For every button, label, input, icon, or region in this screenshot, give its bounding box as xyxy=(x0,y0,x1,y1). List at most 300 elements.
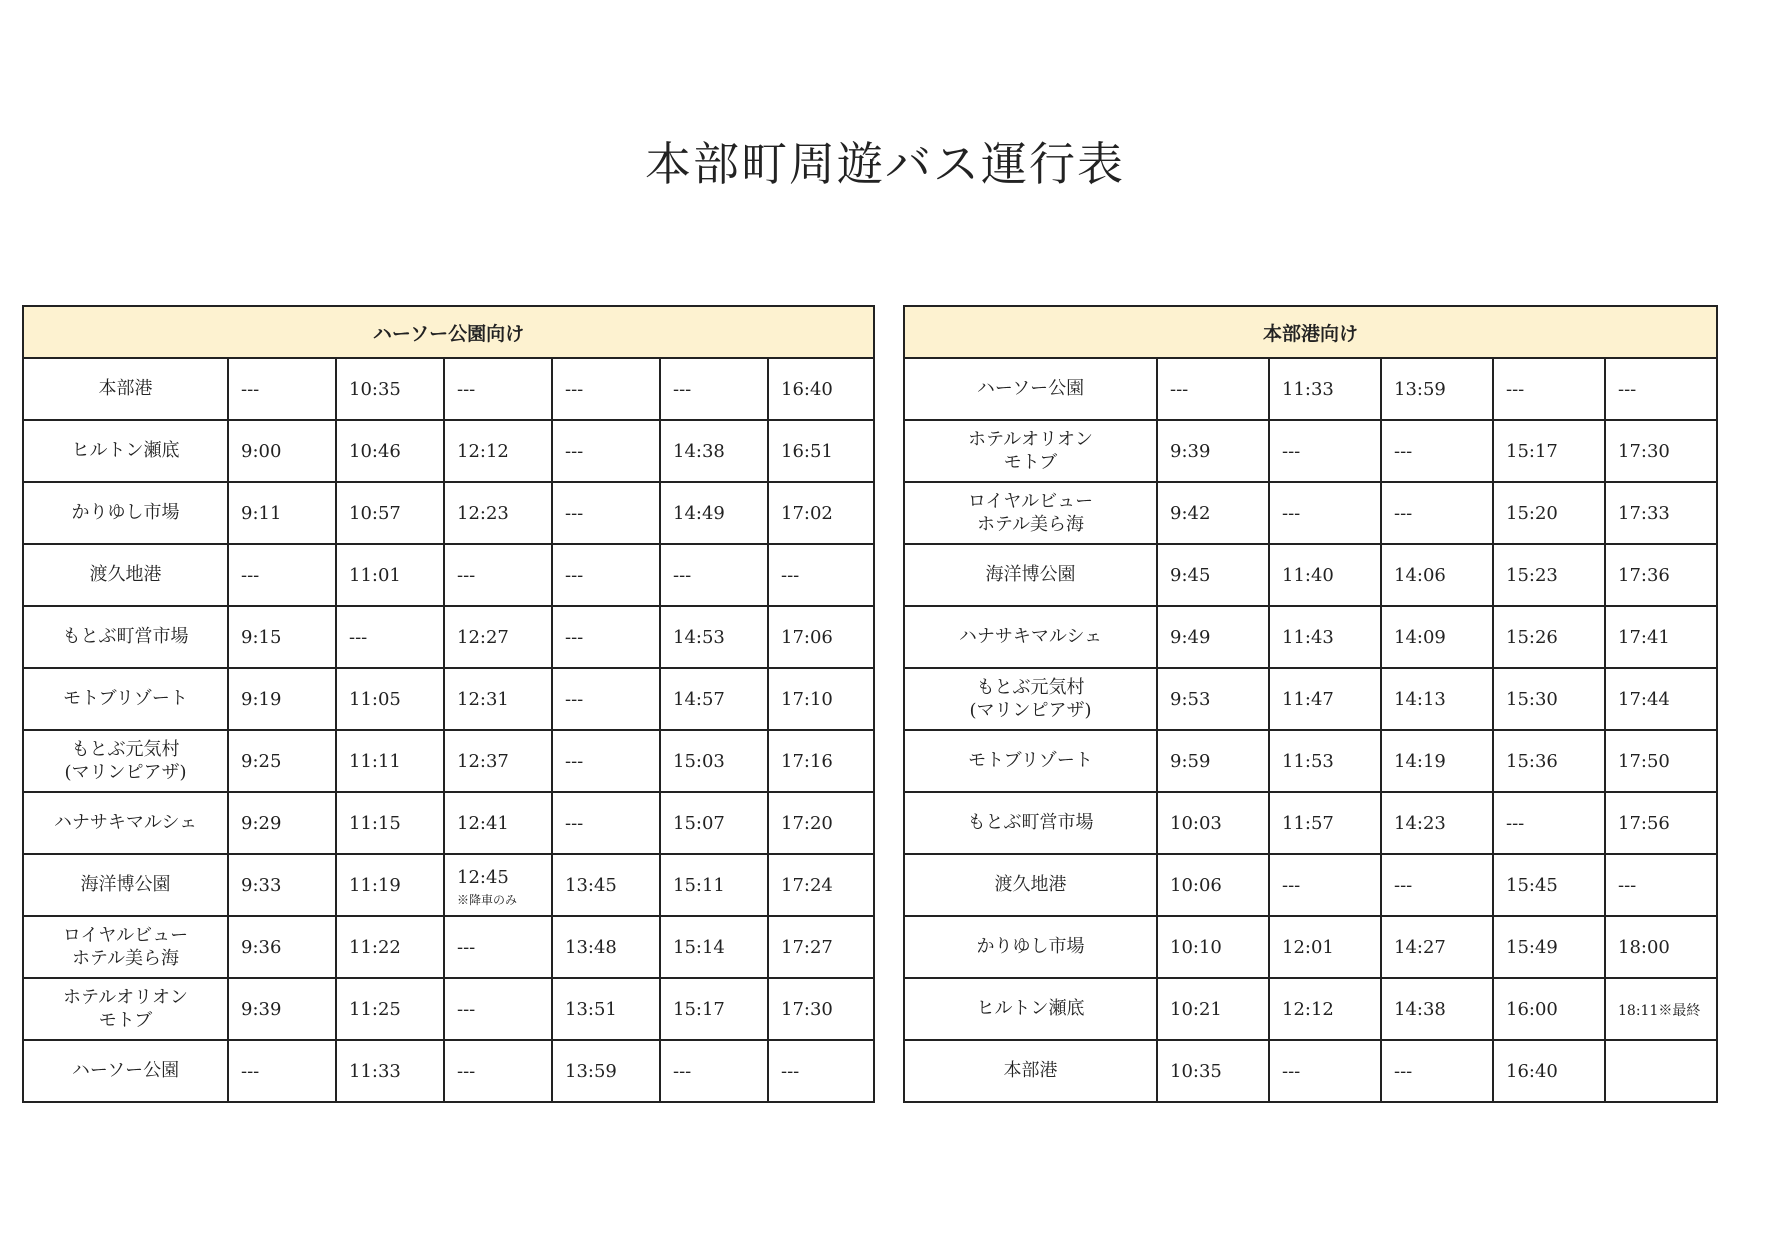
departure-time-cell xyxy=(768,730,874,792)
table-row xyxy=(23,606,874,668)
departure-time: 15:11 xyxy=(673,874,725,896)
departure-time: 12:27 xyxy=(457,626,509,648)
stop-name-cell xyxy=(904,854,1157,916)
departure-time-cell xyxy=(1605,544,1717,606)
departure-time: 16:40 xyxy=(781,378,833,400)
departure-time-cell xyxy=(228,792,336,854)
stop-name-line: モトブリゾート xyxy=(63,688,188,710)
departure-time-cell xyxy=(552,1040,660,1102)
departure-time: --- xyxy=(1282,874,1301,896)
departure-time-cell xyxy=(660,358,768,420)
departure-time-cell xyxy=(1269,358,1381,420)
departure-time-cell xyxy=(1157,916,1269,978)
table-row xyxy=(23,420,874,482)
stop-name-cell xyxy=(23,482,228,544)
stop-name-cell xyxy=(904,730,1157,792)
departure-time: --- xyxy=(1394,1060,1413,1082)
departure-time-cell xyxy=(1381,854,1493,916)
departure-time-cell xyxy=(660,668,768,730)
departure-time: 11:15 xyxy=(349,812,401,834)
table-row xyxy=(904,730,1717,792)
departure-time-cell xyxy=(1157,482,1269,544)
departure-time-cell xyxy=(1381,730,1493,792)
stop-name-line: ハナサキマルシェ xyxy=(958,626,1103,648)
departure-time-cell xyxy=(228,916,336,978)
table-row xyxy=(904,544,1717,606)
stop-name-cell xyxy=(23,730,228,792)
departure-time: 14:49 xyxy=(673,502,725,524)
departure-time: 12:12 xyxy=(1282,998,1334,1020)
drop-off-only-note: ※降車のみ xyxy=(457,893,518,907)
stop-name-line: ハーソー公園 xyxy=(71,1060,180,1082)
departure-time: --- xyxy=(1394,440,1413,462)
stop-name-line: ハーソー公園 xyxy=(976,378,1085,400)
stop-name-line: ヒルトン瀬底 xyxy=(976,998,1085,1020)
departure-time: 10:35 xyxy=(1170,1060,1222,1082)
departure-time-cell xyxy=(1157,420,1269,482)
departure-time-cell xyxy=(1493,606,1605,668)
departure-time-cell xyxy=(336,792,444,854)
departure-time: 11:40 xyxy=(1282,564,1334,586)
departure-time: 11:43 xyxy=(1282,626,1334,648)
stop-name-line: ロイヤルビュー xyxy=(62,924,189,946)
stop-name-line: 本部港 xyxy=(1003,1060,1058,1082)
stop-name-line: もとぶ元気村 xyxy=(976,676,1085,698)
departure-time-cell xyxy=(228,1040,336,1102)
departure-time-cell xyxy=(336,978,444,1040)
departure-time: 17:44 xyxy=(1618,688,1670,710)
departure-time-cell xyxy=(228,482,336,544)
departure-time-cell xyxy=(228,854,336,916)
departure-time: 16:40 xyxy=(1506,1060,1558,1082)
departure-time: 16:51 xyxy=(781,440,833,462)
departure-time: 9:45 xyxy=(1170,564,1211,586)
departure-time: 14:19 xyxy=(1394,750,1446,772)
departure-time: --- xyxy=(565,440,584,462)
table-row xyxy=(904,482,1717,544)
departure-time-cell xyxy=(1157,544,1269,606)
departure-time: 15:17 xyxy=(673,998,725,1020)
table-row xyxy=(904,420,1717,482)
departure-time: 11:11 xyxy=(349,750,401,772)
departure-time: 17:02 xyxy=(781,502,833,524)
stop-name-cell xyxy=(23,668,228,730)
departure-time: 9:29 xyxy=(241,812,282,834)
departure-time: 15:20 xyxy=(1506,502,1558,524)
departure-time: 15:14 xyxy=(673,936,725,958)
departure-time: --- xyxy=(565,750,584,772)
table-row xyxy=(23,916,874,978)
table-row xyxy=(23,1040,874,1102)
departure-time: --- xyxy=(565,502,584,524)
departure-time-cell xyxy=(1605,358,1717,420)
table-row xyxy=(23,978,874,1040)
departure-time-cell xyxy=(228,606,336,668)
departure-time-cell xyxy=(336,730,444,792)
table-row xyxy=(23,668,874,730)
departure-time: 18:00 xyxy=(1618,936,1670,958)
departure-time: 17:50 xyxy=(1618,750,1670,772)
departure-time: 13:59 xyxy=(1394,378,1446,400)
departure-time: 14:06 xyxy=(1394,564,1446,586)
departure-time: --- xyxy=(1618,378,1637,400)
departure-time-cell xyxy=(1269,606,1381,668)
stop-name-cell xyxy=(904,420,1157,482)
departure-time-cell xyxy=(1157,668,1269,730)
departure-time: 17:30 xyxy=(1618,440,1670,462)
departure-time-cell xyxy=(660,916,768,978)
departure-time-cell xyxy=(1493,916,1605,978)
departure-time: 12:41 xyxy=(457,812,509,834)
departure-time: --- xyxy=(673,564,692,586)
departure-time: 13:59 xyxy=(565,1060,617,1082)
stop-name-line: モトブ xyxy=(98,1010,153,1031)
departure-time-cell xyxy=(444,668,552,730)
stop-name-line: 海洋博公園 xyxy=(80,874,171,896)
departure-time-cell xyxy=(444,1040,552,1102)
stop-name-cell xyxy=(23,420,228,482)
departure-time-cell xyxy=(1493,544,1605,606)
departure-time-cell xyxy=(444,606,552,668)
table-row xyxy=(23,358,874,420)
stop-name-line: (マリンピアザ) xyxy=(969,700,1092,721)
departure-time: 9:00 xyxy=(241,440,282,462)
departure-time-cell xyxy=(1269,544,1381,606)
departure-time-cell xyxy=(1381,1040,1493,1102)
departure-time-cell xyxy=(552,606,660,668)
stop-name-line: 本部港 xyxy=(98,378,153,400)
departure-time: 17:30 xyxy=(781,998,833,1020)
departure-time-cell xyxy=(228,730,336,792)
departure-time-cell xyxy=(660,792,768,854)
stop-name-line: ホテルオリオン xyxy=(63,986,188,1008)
departure-time: 18:11※最終 xyxy=(1618,1002,1701,1019)
departure-time: --- xyxy=(457,936,476,958)
departure-time-cell xyxy=(1157,978,1269,1040)
departure-time: --- xyxy=(565,626,584,648)
departure-time-cell xyxy=(1381,916,1493,978)
departure-time-cell xyxy=(1381,358,1493,420)
stop-name-line: もとぶ町営市場 xyxy=(967,812,1094,834)
departure-time-cell xyxy=(768,420,874,482)
departure-time-cell xyxy=(1381,482,1493,544)
stop-name-cell xyxy=(904,916,1157,978)
departure-time-cell xyxy=(228,420,336,482)
departure-time-cell xyxy=(336,420,444,482)
departure-time-cell xyxy=(444,854,552,916)
departure-time-cell xyxy=(660,1040,768,1102)
table-row xyxy=(23,482,874,544)
departure-time-cell xyxy=(1269,978,1381,1040)
stop-name-cell xyxy=(904,544,1157,606)
stop-name-line: ホテル美ら海 xyxy=(71,948,180,969)
departure-time-cell xyxy=(1605,420,1717,482)
departure-time: --- xyxy=(241,378,260,400)
stop-name-line: ヒルトン瀬底 xyxy=(71,440,180,462)
stop-name-line: ハナサキマルシェ xyxy=(53,812,198,834)
departure-time-cell xyxy=(768,482,874,544)
stop-name-cell xyxy=(23,544,228,606)
stop-name-cell xyxy=(904,482,1157,544)
departure-time-cell xyxy=(1605,792,1717,854)
departure-time: --- xyxy=(1282,502,1301,524)
departure-time-cell xyxy=(552,854,660,916)
stop-name-line: かりゆし市場 xyxy=(71,502,180,524)
departure-time-cell xyxy=(336,606,444,668)
departure-time-cell xyxy=(228,358,336,420)
departure-time-cell xyxy=(228,668,336,730)
departure-time: 9:19 xyxy=(241,688,282,710)
departure-time: 9:49 xyxy=(1170,626,1211,648)
departure-time-cell xyxy=(1269,1040,1381,1102)
table-row xyxy=(23,792,874,854)
departure-time: 10:46 xyxy=(349,440,401,462)
departure-time: --- xyxy=(781,564,800,586)
departure-time: 11:47 xyxy=(1282,688,1334,710)
departure-time-cell xyxy=(444,916,552,978)
stop-name-cell xyxy=(23,854,228,916)
stop-name-cell xyxy=(23,1040,228,1102)
table-row xyxy=(904,854,1717,916)
departure-time-cell xyxy=(444,482,552,544)
departure-time-cell xyxy=(228,544,336,606)
departure-time: --- xyxy=(565,688,584,710)
departure-time-cell xyxy=(1269,730,1381,792)
departure-time-cell xyxy=(768,544,874,606)
departure-time: 13:51 xyxy=(565,998,617,1020)
departure-time: --- xyxy=(1282,1060,1301,1082)
departure-time-cell xyxy=(1381,606,1493,668)
departure-time: --- xyxy=(673,1060,692,1082)
departure-time: 9:11 xyxy=(241,502,282,524)
departure-time: 13:48 xyxy=(565,936,617,958)
departure-time: 17:24 xyxy=(781,874,833,896)
departure-time-cell xyxy=(768,792,874,854)
departure-time: --- xyxy=(565,812,584,834)
table-row xyxy=(904,916,1717,978)
departure-time-cell xyxy=(1269,420,1381,482)
departure-time-cell xyxy=(1605,730,1717,792)
stop-name-line: 海洋博公園 xyxy=(985,564,1076,586)
stop-name-line: モトブ xyxy=(1003,452,1058,473)
departure-time-cell xyxy=(1269,792,1381,854)
stop-name-line: ホテルオリオン xyxy=(968,428,1093,450)
departure-time: 9:42 xyxy=(1170,502,1211,524)
departure-time: 12:23 xyxy=(457,502,509,524)
departure-time-cell xyxy=(660,978,768,1040)
departure-time: 9:15 xyxy=(241,626,282,648)
stop-name-line: かりゆし市場 xyxy=(976,936,1085,958)
departure-time: --- xyxy=(349,626,368,648)
departure-time: 15:36 xyxy=(1506,750,1558,772)
table-heading: 本部港向け xyxy=(904,306,1717,358)
departure-time: --- xyxy=(1170,378,1189,400)
departure-time: 15:49 xyxy=(1506,936,1558,958)
departure-time-cell xyxy=(1381,544,1493,606)
departure-time: 15:45 xyxy=(1506,874,1558,896)
departure-time: 17:56 xyxy=(1618,812,1670,834)
stop-name-line: もとぶ元気村 xyxy=(71,738,180,760)
departure-time: 15:23 xyxy=(1506,564,1558,586)
departure-time: --- xyxy=(673,378,692,400)
departure-time: --- xyxy=(781,1060,800,1082)
departure-time-cell xyxy=(552,792,660,854)
departure-time-cell xyxy=(1605,668,1717,730)
departure-time-cell xyxy=(1493,482,1605,544)
departure-time-cell xyxy=(552,978,660,1040)
departure-time: 15:07 xyxy=(673,812,725,834)
departure-time-cell xyxy=(552,730,660,792)
departure-time: --- xyxy=(457,564,476,586)
departure-time: --- xyxy=(1506,378,1525,400)
departure-time-cell xyxy=(1381,420,1493,482)
departure-time-cell xyxy=(1605,1040,1717,1102)
departure-time-cell xyxy=(660,482,768,544)
departure-time: 14:53 xyxy=(673,626,725,648)
departure-time-cell xyxy=(768,1040,874,1102)
stop-name-cell xyxy=(904,668,1157,730)
departure-time-cell xyxy=(336,358,444,420)
departure-time: 17:36 xyxy=(1618,564,1670,586)
stop-name-cell xyxy=(904,1040,1157,1102)
departure-time: 14:38 xyxy=(1394,998,1446,1020)
departure-time: 17:33 xyxy=(1618,502,1670,524)
departure-time-cell xyxy=(1493,420,1605,482)
departure-time-cell xyxy=(660,420,768,482)
departure-time: 15:26 xyxy=(1506,626,1558,648)
departure-time-cell xyxy=(444,544,552,606)
departure-time-cell xyxy=(768,978,874,1040)
departure-time-cell xyxy=(1269,668,1381,730)
departure-time: 9:53 xyxy=(1170,688,1211,710)
departure-time-cell xyxy=(768,668,874,730)
departure-time: 11:33 xyxy=(1282,378,1334,400)
departure-time-cell xyxy=(1157,792,1269,854)
departure-time: --- xyxy=(1394,874,1413,896)
departure-time-cell xyxy=(1605,978,1717,1040)
departure-time: 14:23 xyxy=(1394,812,1446,834)
departure-time: 11:25 xyxy=(349,998,401,1020)
departure-time-cell xyxy=(552,420,660,482)
departure-time-cell xyxy=(552,358,660,420)
departure-time: --- xyxy=(565,378,584,400)
stop-name-cell xyxy=(23,606,228,668)
table-row xyxy=(904,606,1717,668)
departure-time-cell xyxy=(660,730,768,792)
departure-time: 11:19 xyxy=(349,874,401,896)
departure-time-cell xyxy=(1605,854,1717,916)
departure-time-cell xyxy=(768,606,874,668)
table-row xyxy=(23,544,874,606)
departure-time-cell xyxy=(444,358,552,420)
departure-time: 12:01 xyxy=(1282,936,1334,958)
departure-time: --- xyxy=(1506,812,1525,834)
departure-time-cell xyxy=(1493,358,1605,420)
table-row xyxy=(904,358,1717,420)
departure-time: --- xyxy=(457,1060,476,1082)
departure-time: 15:03 xyxy=(673,750,725,772)
departure-time-cell xyxy=(768,358,874,420)
departure-time-cell xyxy=(1605,482,1717,544)
departure-time-cell xyxy=(1493,668,1605,730)
departure-time: 11:05 xyxy=(349,688,401,710)
departure-time-cell xyxy=(336,1040,444,1102)
table-heading: ハーソー公園向け xyxy=(23,306,874,358)
stop-name-cell xyxy=(904,792,1157,854)
departure-time-cell xyxy=(336,916,444,978)
departure-time: --- xyxy=(457,998,476,1020)
departure-time: 10:21 xyxy=(1170,998,1222,1020)
stop-name-line: モトブリゾート xyxy=(968,750,1093,772)
departure-time-cell xyxy=(1269,482,1381,544)
departure-time-cell xyxy=(1157,1040,1269,1102)
table-body xyxy=(23,358,874,1102)
departure-time: 12:37 xyxy=(457,750,509,772)
departure-time: --- xyxy=(241,1060,260,1082)
stop-name-line: (マリンピアザ) xyxy=(64,762,187,783)
table-row xyxy=(904,978,1717,1040)
timetable-hasso-park-bound xyxy=(22,305,875,1103)
departure-time-cell xyxy=(660,854,768,916)
departure-time: 17:06 xyxy=(781,626,833,648)
departure-time: --- xyxy=(1618,874,1637,896)
stop-name-line: 渡久地港 xyxy=(89,564,162,586)
departure-time-cell xyxy=(1157,358,1269,420)
departure-time: 9:59 xyxy=(1170,750,1211,772)
departure-time-cell xyxy=(1269,916,1381,978)
stop-name-cell xyxy=(23,792,228,854)
departure-time-cell xyxy=(444,730,552,792)
departure-time-cell xyxy=(768,854,874,916)
departure-time-cell xyxy=(1157,854,1269,916)
timetable-motobu-port-bound xyxy=(903,305,1718,1103)
stop-name-cell xyxy=(904,358,1157,420)
departure-time: 9:39 xyxy=(1170,440,1211,462)
departure-time-cell xyxy=(1381,668,1493,730)
departure-time: 14:57 xyxy=(673,688,725,710)
departure-time: 14:09 xyxy=(1394,626,1446,648)
stop-name-line: 渡久地港 xyxy=(994,874,1067,896)
departure-time: 10:57 xyxy=(349,502,401,524)
departure-time-cell xyxy=(228,978,336,1040)
departure-time: --- xyxy=(565,564,584,586)
stop-name-cell xyxy=(23,916,228,978)
departure-time: 17:10 xyxy=(781,688,833,710)
departure-time: --- xyxy=(241,564,260,586)
departure-time: --- xyxy=(1282,440,1301,462)
stop-name-line: もとぶ町営市場 xyxy=(62,626,189,648)
departure-time-cell xyxy=(1493,978,1605,1040)
departure-time: 17:16 xyxy=(781,750,833,772)
departure-time: 10:06 xyxy=(1170,874,1222,896)
stop-name-cell xyxy=(23,978,228,1040)
departure-time-cell xyxy=(336,668,444,730)
departure-time-cell xyxy=(1493,854,1605,916)
departure-time: 11:33 xyxy=(349,1060,401,1082)
departure-time-cell xyxy=(1605,606,1717,668)
departure-time: 9:39 xyxy=(241,998,282,1020)
departure-time: 14:38 xyxy=(673,440,725,462)
departure-time: --- xyxy=(457,378,476,400)
departure-time-cell xyxy=(552,916,660,978)
departure-time-cell xyxy=(1381,978,1493,1040)
departure-time: 11:57 xyxy=(1282,812,1334,834)
departure-time-cell xyxy=(660,544,768,606)
departure-time: 10:10 xyxy=(1170,936,1222,958)
departure-time-cell xyxy=(444,792,552,854)
departure-time-cell xyxy=(1605,916,1717,978)
departure-time-cell xyxy=(1493,730,1605,792)
